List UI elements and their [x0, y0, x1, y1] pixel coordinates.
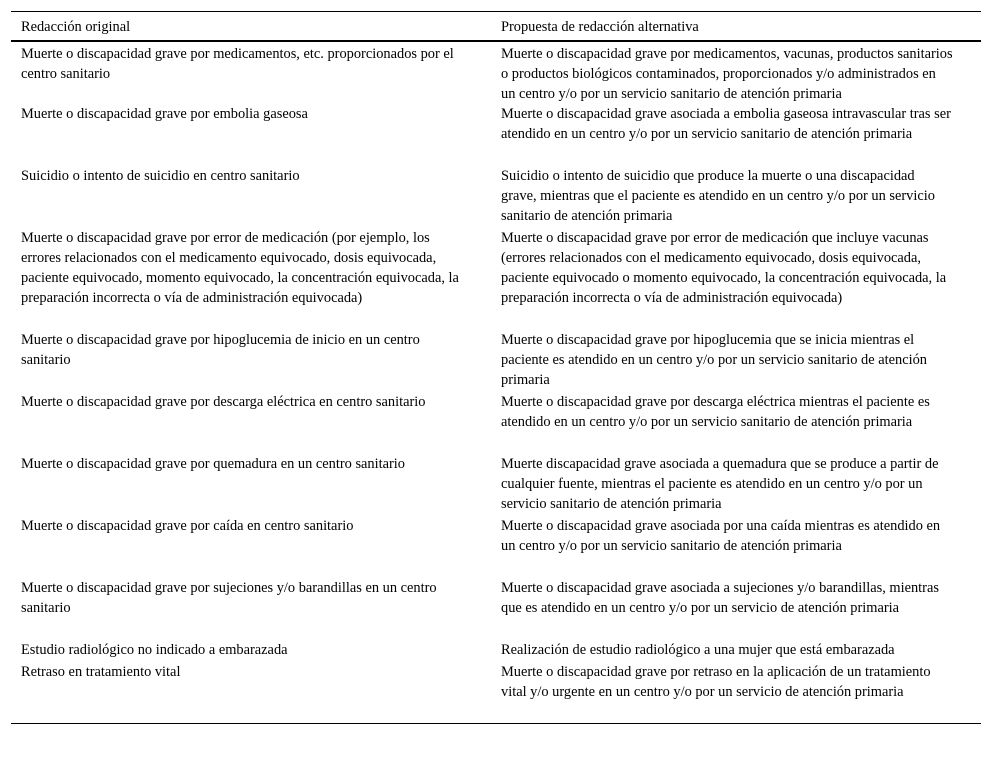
- table-row: [11, 516, 981, 578]
- table-row: [11, 166, 981, 228]
- table-row: [11, 228, 981, 330]
- cell-original: Retraso en tratamiento vital: [21, 663, 181, 680]
- table-body: [11, 41, 981, 724]
- table-row: [11, 41, 981, 104]
- table-row: [11, 392, 981, 454]
- cell-alternative: Muerte o discapacidad grave asociada por una caída mientras es atendido en un centro y/o por un servicio sanitario de atención primaria: [501, 517, 941, 554]
- cell-original: Muerte o discapacidad grave por quemadura en un centro sanitario: [21, 455, 405, 472]
- cell-alternative: Muerte o discapacidad grave asociada a sujeciones y/o barandillas, mientras que es atendido en un centro y/o por un servicio de atención primaria: [501, 579, 939, 616]
- table-header: [11, 12, 981, 41]
- cell-original: Muerte o discapacidad grave por sujeciones y/o barandillas en un centro sanitario: [21, 579, 437, 616]
- cell-alternative: Muerte o discapacidad grave por retraso en la aplicación de un tratamiento vital y/o urgente en un centro y/o por un servicio de atención primaria: [501, 663, 931, 700]
- header-row: [11, 12, 981, 41]
- cell-original: Muerte o discapacidad grave por descarga eléctrica en centro sanitario: [21, 393, 426, 410]
- cell-original: Suicidio o intento de suicidio en centro sanitario: [21, 167, 300, 184]
- cell-original: Muerte o discapacidad grave por medicamentos, etc. proporcionados por el centro sanitario: [21, 45, 454, 82]
- table-row: [11, 640, 981, 662]
- cell-original: Muerte o discapacidad grave por error de medicación (por ejemplo, los errores relacionados con el medicamento equivocado, dosis equivocada, paciente equivocado, momento equivocado, la concentración equivocada, la preparación incorrecta o vía de administración equivocada): [21, 229, 459, 306]
- table-row: [11, 662, 981, 724]
- cell-original: Muerte o discapacidad grave por caída en centro sanitario: [21, 517, 354, 534]
- cell-alternative: Muerte o discapacidad grave asociada a embolia gaseosa intravascular tras ser atendido en un centro y/o por un servicio sanitario de atención primaria: [501, 105, 951, 142]
- cell-original: Muerte o discapacidad grave por hipoglucemia de inicio en un centro sanitario: [21, 331, 420, 368]
- cell-alternative: Muerte o discapacidad grave por descarga eléctrica mientras el paciente es atendido en un centro y/o por un servicio sanitario de atención primaria: [501, 393, 930, 430]
- table-row: [11, 578, 981, 640]
- cell-original: Muerte o discapacidad grave por embolia gaseosa: [21, 105, 308, 122]
- table-row: [11, 104, 981, 166]
- cell-alternative: Muerte o discapacidad grave por error de medicación que incluye vacunas (errores relacionados con el medicamento equivocado, dosis equivocada, paciente equivocado o momento equivocado, la concentración equivocada, la preparación incorrecta o vía de administración equivocada): [501, 229, 947, 306]
- table-row: [11, 330, 981, 392]
- cell-alternative: Suicidio o intento de suicidio que produce la muerte o una discapacidad grave, mientras que el paciente es atendido en un centro y/o por un servicio sanitario de atención primaria: [501, 167, 935, 224]
- header-alternative: Propuesta de redacción alternativa: [501, 19, 699, 35]
- cell-alternative: Muerte discapacidad grave asociada a quemadura que se produce a partir de cualquier fuente, mientras el paciente es atendido en un centro y/o por un servicio sanitario de atención primaria: [501, 455, 939, 512]
- cell-alternative: Realización de estudio radiológico a una mujer que está embarazada: [501, 641, 895, 658]
- header-original: Redacción original: [21, 19, 131, 35]
- cell-original: Estudio radiológico no indicado a embarazada: [21, 641, 288, 658]
- table-row: [11, 454, 981, 516]
- cell-alternative: Muerte o discapacidad grave por medicamentos, vacunas, productos sanitarios o productos biológicos contaminados, proporcionados y/o administrados en un centro y/o por un servicio sanitario de atención primaria: [501, 45, 953, 102]
- document-table-container: [11, 11, 981, 724]
- cell-alternative: Muerte o discapacidad grave por hipoglucemia que se inicia mientras el paciente es atendido en un centro y/o por un servicio sanitario de atención primaria: [501, 331, 927, 388]
- wording-comparison-table: [11, 11, 981, 724]
